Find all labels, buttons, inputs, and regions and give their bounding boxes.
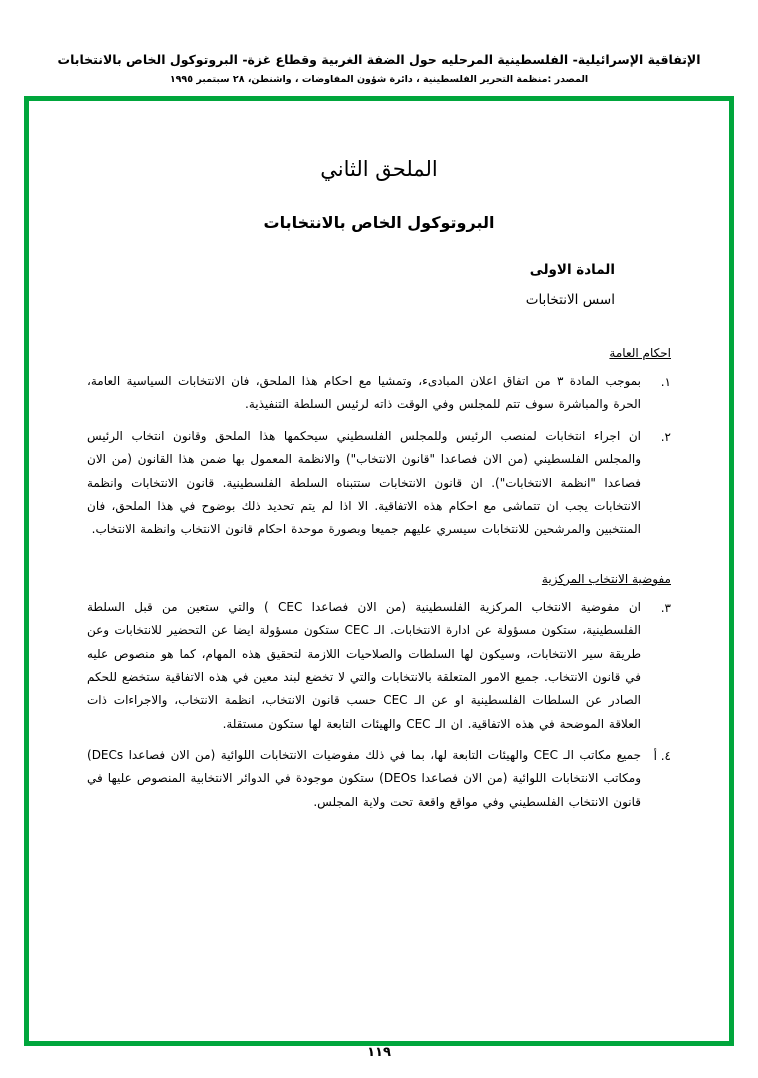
- header-title: الإتفاقية الإسرائيلية- الفلسطينية المرحليه حول الضفة الغربية وقطاع غزة- البروتوكول الخاص بالانتخابات: [57, 52, 701, 67]
- document-title: الملحق الثاني: [320, 157, 438, 181]
- clause-item: [87, 596, 671, 736]
- clause-text: جميع مكاتب الـ CEC والهيئات التابعة لها، بما في ذلك مفوضيات الانتخابات اللوائية (من الان فصاعدا DECs) ومكاتب الانتخابات اللوائية (من الان فصاعدا DEOs) ستكون موجودة في الدوائر الانتخابية المنصوص عليها في قانون الانتخاب الفلسطيني وفي مواقع واقعة تحت ولاية المجلس.: [87, 748, 641, 809]
- clause-text: ان مفوضية الانتخاب المركزية الفلسطينية (من الان فصاعدا CEC ) والتي ستعين من قبل السلطة الفلسطينية، ستكون مسؤولة عن ادارة الانتخابات. الـ CEC ستكون مسؤولة ايضا عن التحضير للانتخابات وعن طريقة سير الانتخابات، وسيكون لها السلطات والصلاحيات اللازمة لتحقيق هذه المهام، كما هو منصوص عليه في قانون الانتخاب. جميع الامور المتعلقة بالانتخابات والتي لا تخضع لبند معين في هذه الاتفاقية ستخضع للحكم الصادر عن السلطات الفلسطينية او عن الـ CEC حسب قانون الانتخاب، انظمة الانتخاب، والاجراءات ذات العلاقة الموضحة في هذه الاتفاقية. ان الـ CEC والهيئات التابعة لها ستكون مستقلة.: [87, 599, 641, 731]
- page-number: ١١٩: [367, 1045, 391, 1060]
- page-header: [0, 52, 758, 85]
- clause-text: ان اجراء انتخابات لمنصب الرئيس وللمجلس الفلسطيني سيحكمها هذا الملحق وقانون انتخاب الرئيس والمجلس الفلسطيني (من الان فصاعدا "قانون الانتخاب") والانظمة المعمول بها ضمن هذا القانون (من الان فصاعدا "انظمة الانتخابات"). ان قانون الانتخابات ستتبناه السلطة الفلسطينية. قانون الانتخابات وانظمة الانتخابات يجب ان تتماشى مع احكام هذه الاتفاقية. الا اذا لم يتم تحديد ذلك بوضوح في هذا الملحق، فان المنتخبين والمرشحين للانتخابات سيسري عليهم جميعا وبصورة موحدة احكام قانون الانتخاب وانظمة الانتخاب.: [87, 428, 641, 537]
- clause-number: ٣.: [660, 600, 671, 615]
- clause-text: بموجب المادة ٣ من اتفاق اعلان المبادىء، وتمشيا مع احكام هذا الملحق، فان الانتخابات السياسية العامة، الحرة والمباشرة سوف تتم للمجلس وفي الوقت ذاته لرئيس السلطة التنفيذية.: [87, 374, 641, 412]
- clause-item: [87, 425, 671, 542]
- clause-number: ٤. أ: [653, 749, 671, 764]
- clause-number: ٢.: [660, 429, 671, 444]
- document-subtitle: البروتوكول الخاص بالانتخابات: [263, 213, 495, 232]
- section-heading-central-election-commission: مفوضية الانتخاب المركزية: [541, 571, 671, 586]
- article-heading: المادة الاولى: [529, 262, 615, 278]
- document-body: [29, 101, 729, 1041]
- section-heading-general-provisions: احكام العامة: [609, 346, 671, 360]
- article-subheading: اسس الانتخابات: [525, 292, 615, 308]
- clause-number: ١.: [660, 375, 671, 389]
- clause-item: [87, 370, 671, 417]
- green-border-frame: [24, 96, 734, 1046]
- clause-item: [87, 744, 671, 814]
- header-source: المصدر :منظمة التحرير الفلسطينية ، دائرة شؤون المفاوضات ، واشنطن، ٢٨ سبتمبر ١٩٩٥: [169, 73, 589, 85]
